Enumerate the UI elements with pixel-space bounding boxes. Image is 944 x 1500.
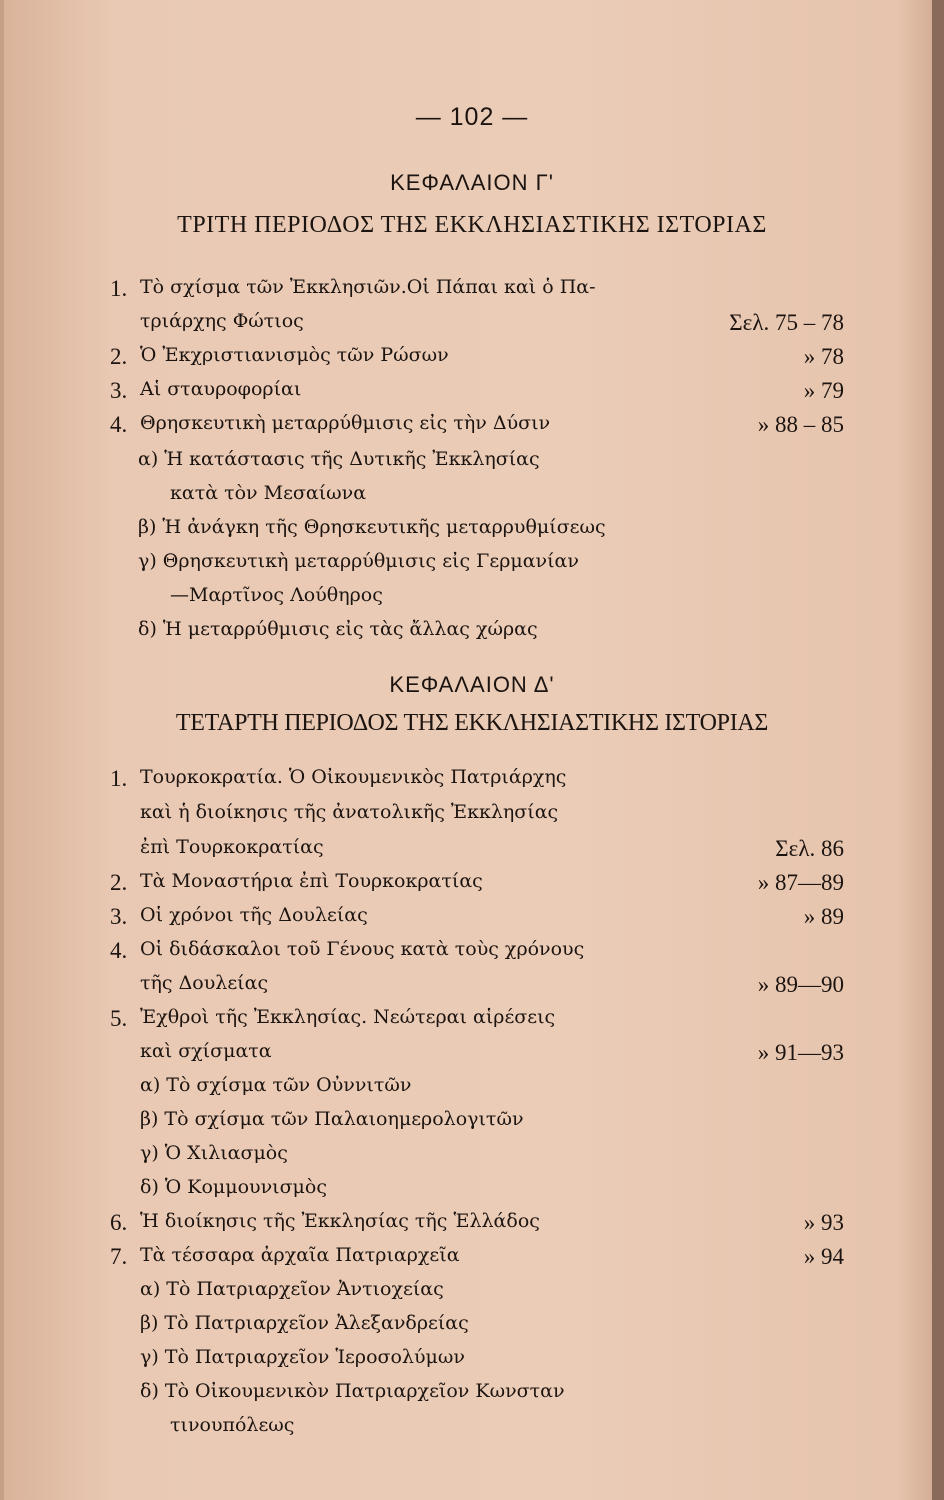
toc-line (0, 1380, 944, 1414)
toc-line (0, 1074, 944, 1108)
toc-line (0, 1108, 944, 1142)
toc-text: Τουρκοκρατία. Ὁ Οἰκουμενικὸς Πατριάρχης (140, 766, 567, 788)
toc-line (0, 310, 944, 344)
toc-line (0, 1142, 944, 1176)
toc-text: β) Τὸ σχίσμα τῶν Παλαιοημερολογιτῶν (140, 1108, 524, 1130)
toc-text: τῆς Δουλείας (140, 972, 269, 994)
toc-text: Τὸ σχίσμα τῶν Ἐκκλησιῶν.Οἱ Πάπαι καὶ ὁ Πα- (140, 276, 596, 298)
toc-line (0, 836, 944, 870)
toc-page-ref: » 88 – 85 (757, 412, 844, 437)
chapter-c-heading: ΚΕΦΑΛΑΙΟΝ Γ' (390, 170, 554, 195)
toc-text: —Μαρτῖνος Λούθηρος (170, 584, 383, 606)
toc-page-ref: » 89 (803, 904, 844, 929)
toc-line (0, 448, 944, 482)
toc-line (0, 938, 944, 972)
toc-text: γ) Θρησκευτικὴ μεταρρύθμισις εἰς Γερμανίαν (138, 550, 579, 572)
toc-line (0, 344, 944, 378)
toc-number: 5. (110, 1006, 128, 1031)
page-number: — 102 — (415, 103, 529, 131)
toc-text: Ἡ διοίκησις τῆς Ἐκκλησίας τῆς Ἑλλάδος (140, 1210, 540, 1232)
toc-line (0, 1414, 944, 1448)
toc-page-ref: » 91—93 (757, 1040, 844, 1065)
toc-text: α) Ἡ κατάστασις τῆς Δυτικῆς Ἐκκλησίας (138, 448, 540, 470)
toc-line (0, 972, 944, 1006)
toc-line (0, 1040, 944, 1074)
toc-line (0, 412, 944, 446)
toc-page-ref: Σελ. 86 (775, 836, 844, 861)
toc-text: Αἱ σταυροφορίαι (140, 378, 302, 400)
toc-text: καὶ ἡ διοίκησις τῆς ἀνατολικῆς Ἐκκλησίας (140, 801, 559, 823)
toc-line (0, 584, 944, 618)
toc-number: 4. (110, 412, 128, 437)
toc-text: τινουπόλεως (170, 1414, 295, 1436)
toc-text: γ) Ὁ Χιλιασμὸς (140, 1142, 288, 1164)
toc-text: α) Τὸ Πατριαρχεῖον Ἀντιοχείας (140, 1278, 444, 1300)
toc-page-ref: » 79 (803, 378, 844, 403)
toc-text: δ) Τὸ Οἰκουμενικὸν Πατριαρχεῖον Κωνσταν (140, 1380, 565, 1402)
toc-text: Ἐχθροὶ τῆς Ἐκκλησίας. Νεώτεραι αἱρέσεις (140, 1006, 556, 1028)
toc-line (0, 1210, 944, 1244)
toc-text: Θρησκευτικὴ μεταρρύθμισις εἰς τὴν Δύσιν (140, 412, 551, 434)
toc-text: Οἱ διδάσκαλοι τοῦ Γένους κατὰ τοὺς χρόνους (140, 938, 585, 960)
toc-line (0, 516, 944, 550)
chapter-d-heading: ΚΕΦΑΛΑΙΟΝ Δ' (389, 672, 555, 697)
toc-line (0, 870, 944, 904)
toc-page-ref: » 87—89 (757, 870, 844, 895)
toc-line (0, 378, 944, 412)
toc-text: δ) Ὁ Κομμουνισμὸς (140, 1176, 327, 1198)
toc-text: β) Ἡ ἀνάγκη τῆς Θρησκευτικῆς μεταρρυθμίσεως (138, 516, 606, 538)
toc-text: Τὰ Μοναστήρια ἐπὶ Τουρκοκρατίας (140, 870, 483, 892)
toc-text: Ὁ Ἐκχριστιανισμὸς τῶν Ρώσων (140, 344, 449, 366)
toc-text: Τὰ τέσσαρα ἀρχαῖα Πατριαρχεῖα (140, 1244, 460, 1266)
toc-line (0, 1244, 944, 1278)
toc-text: τριάρχης Φώτιος (140, 310, 304, 332)
toc-number: 1. (110, 766, 128, 791)
toc-number: 6. (110, 1210, 128, 1235)
toc-text: ἐπὶ Τουρκοκρατίας (140, 836, 324, 858)
toc-line (0, 618, 944, 652)
toc-text: Οἱ χρόνοι τῆς Δουλείας (140, 904, 368, 926)
toc-page-ref: » 93 (803, 1210, 844, 1235)
toc-number: 1. (110, 276, 128, 301)
toc-number: 3. (110, 378, 128, 403)
toc-line (0, 1312, 944, 1346)
toc-number: 2. (110, 870, 128, 895)
toc-page-ref: » 78 (803, 344, 844, 369)
toc-text: δ) Ἡ μεταρρύθμισις εἰς τὰς ἄλλας χώρας (138, 618, 538, 640)
toc-line (0, 904, 944, 938)
toc-line (0, 1278, 944, 1312)
toc-line (0, 801, 944, 835)
toc-line (0, 482, 944, 516)
chapter-d-title: ΤΕΤΑΡΤΗ ΠΕΡΙΟΔΟΣ ΤΗΣ ΕΚΚΛΗΣΙΑΣΤΙΚΗΣ ΙΣΤΟΡΙΑΣ (175, 710, 769, 736)
toc-line (0, 766, 944, 800)
toc-text: γ) Τὸ Πατριαρχεῖον Ἱεροσολύμων (140, 1346, 465, 1368)
toc-number: 3. (110, 904, 128, 929)
toc-number: 4. (110, 938, 128, 963)
toc-text: β) Τὸ Πατριαρχεῖον Ἀλεξανδρείας (140, 1312, 469, 1334)
toc-text: καὶ σχίσματα (140, 1040, 272, 1062)
toc-number: 2. (110, 344, 128, 369)
toc-line (0, 1176, 944, 1210)
chapter-c-title: ΤΡΙΤΗ ΠΕΡΙΟΔΟΣ ΤΗΣ ΕΚΚΛΗΣΙΑΣΤΙΚΗΣ ΙΣΤΟΡΙΑΣ (177, 212, 767, 238)
toc-number: 7. (110, 1244, 128, 1269)
toc-line (0, 1346, 944, 1380)
toc-text: κατὰ τὸν Μεσαίωνα (170, 482, 367, 504)
toc-line (0, 1006, 944, 1040)
toc-page-ref: » 94 (803, 1244, 844, 1269)
toc-line (0, 276, 944, 310)
toc-page-ref: » 89—90 (757, 972, 844, 997)
toc-page-ref: Σελ. 75 – 78 (729, 310, 844, 335)
toc-text: α) Τὸ σχίσμα τῶν Οὐννιτῶν (140, 1074, 412, 1096)
toc-line (0, 550, 944, 584)
